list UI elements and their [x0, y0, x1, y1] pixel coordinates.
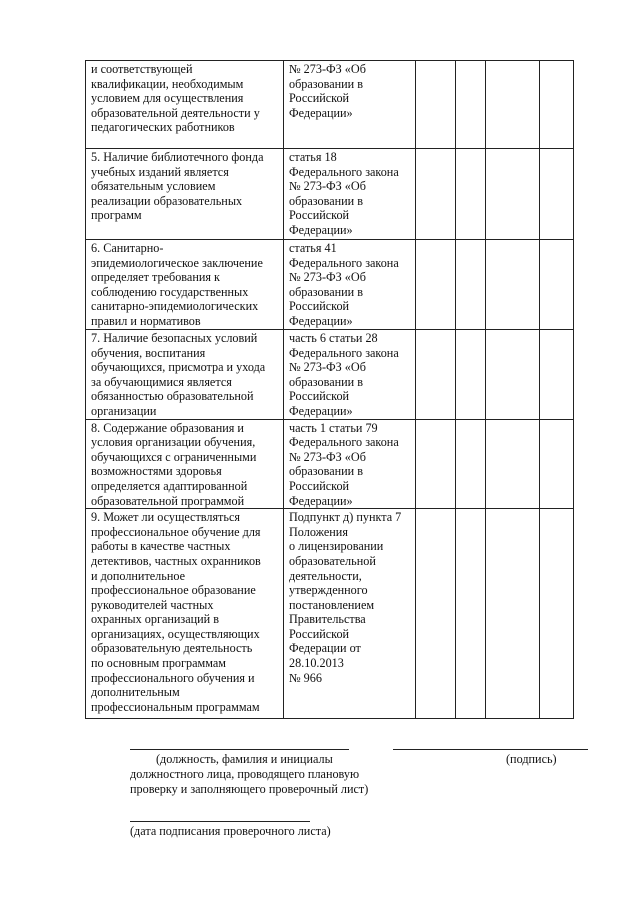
answer-cell[interactable]	[486, 149, 540, 240]
reference-cell	[284, 61, 416, 149]
answer-cell[interactable]	[540, 330, 574, 420]
answer-cell[interactable]	[456, 149, 486, 240]
reference-cell	[284, 330, 416, 420]
answer-cell[interactable]	[540, 61, 574, 149]
reference-cell	[284, 509, 416, 719]
question-text: 5. Наличие библиотечного фонда учебных изданий является обязательным условием реализации образовательных программ	[91, 150, 264, 223]
answer-cell[interactable]	[540, 419, 574, 509]
question-cell	[86, 419, 284, 509]
answer-cell[interactable]	[486, 240, 540, 330]
date-signature-line[interactable]	[130, 821, 310, 822]
answer-cell[interactable]	[456, 509, 486, 719]
answer-cell[interactable]	[540, 149, 574, 240]
reference-text: часть 6 статьи 28 Федерального закона № 273-ФЗ «Об образовании в Российской Федерации»	[289, 331, 399, 418]
question-text: 9. Может ли осуществляться профессиональное обучение для работы в качестве частных детективов, частных охранников и дополнительное профессиональное образование руководителей частных охранных организаций в организациях, осуществляющих образовательную деятельность по основным программам профессионального обучения и дополнительным профессиональным программам	[91, 510, 261, 714]
table-row	[86, 61, 574, 149]
answer-cell[interactable]	[486, 61, 540, 149]
question-cell	[86, 61, 284, 149]
reference-text: часть 1 статьи 79 Федерального закона № 273-ФЗ «Об образовании в Российской Федерации»	[289, 420, 399, 508]
answer-cell[interactable]	[416, 509, 456, 719]
question-text: 7. Наличие безопасных условий обучения, воспитания обучающихся, присмотра и ухода за обучающимися является обязанностью образовательной организации	[91, 331, 266, 418]
table-row	[86, 149, 574, 240]
question-text: 6. Санитарно- эпидемиологическое заключение определяет требования к соблюдению государственных санитарно-эпидемиологических правил и нормативов	[91, 241, 263, 328]
question-text: 8. Содержание образования и условия организации обучения, обучающихся с ограниченными возможностями здоровья определяется адаптированной образовательной программой	[91, 420, 257, 508]
answer-cell[interactable]	[456, 419, 486, 509]
signature-line[interactable]	[393, 749, 588, 750]
reference-cell	[284, 419, 416, 509]
reference-text: статья 18 Федерального закона № 273-ФЗ «Об образовании в Российской Федерации»	[289, 150, 399, 237]
question-cell	[86, 330, 284, 420]
reference-text: статья 41 Федерального закона № 273-ФЗ «Об образовании в Российской Федерации»	[289, 241, 399, 328]
signature-caption: (подпись)	[506, 752, 557, 766]
reference-cell	[284, 149, 416, 240]
question-cell	[86, 149, 284, 240]
table-row	[86, 330, 574, 420]
table-row	[86, 509, 574, 719]
reference-cell	[284, 240, 416, 330]
position-caption: (должность, фамилия и инициалы должностного лица, проводящего плановую проверку и заполняющего проверочный лист)	[130, 752, 369, 796]
answer-cell[interactable]	[486, 330, 540, 420]
answer-cell[interactable]	[456, 330, 486, 420]
question-text: и соответствующей квалификации, необходимым условием для осуществления образовательной деятельности у педагогических работников	[91, 62, 260, 135]
question-cell	[86, 509, 284, 719]
answer-cell[interactable]	[540, 240, 574, 330]
reference-text: Подпункт д) пункта 7 Положения о лицензировании образовательной деятельности, утвержденного постановлением Правительства Российской Федерации от 28.10.2013 № 966	[289, 510, 402, 685]
table-row	[86, 240, 574, 330]
answer-cell[interactable]	[456, 61, 486, 149]
table-row	[86, 419, 574, 509]
checklist-table	[85, 60, 574, 719]
answer-cell[interactable]	[456, 240, 486, 330]
answer-cell[interactable]	[416, 61, 456, 149]
question-cell	[86, 240, 284, 330]
position-signature-line[interactable]	[130, 749, 349, 750]
answer-cell[interactable]	[416, 330, 456, 420]
date-caption: (дата подписания проверочного листа)	[130, 824, 331, 838]
answer-cell[interactable]	[540, 509, 574, 719]
answer-cell[interactable]	[416, 419, 456, 509]
answer-cell[interactable]	[416, 149, 456, 240]
answer-cell[interactable]	[486, 509, 540, 719]
answer-cell[interactable]	[416, 240, 456, 330]
answer-cell[interactable]	[486, 419, 540, 509]
reference-text: № 273-ФЗ «Об образовании в Российской Федерации»	[289, 62, 366, 120]
